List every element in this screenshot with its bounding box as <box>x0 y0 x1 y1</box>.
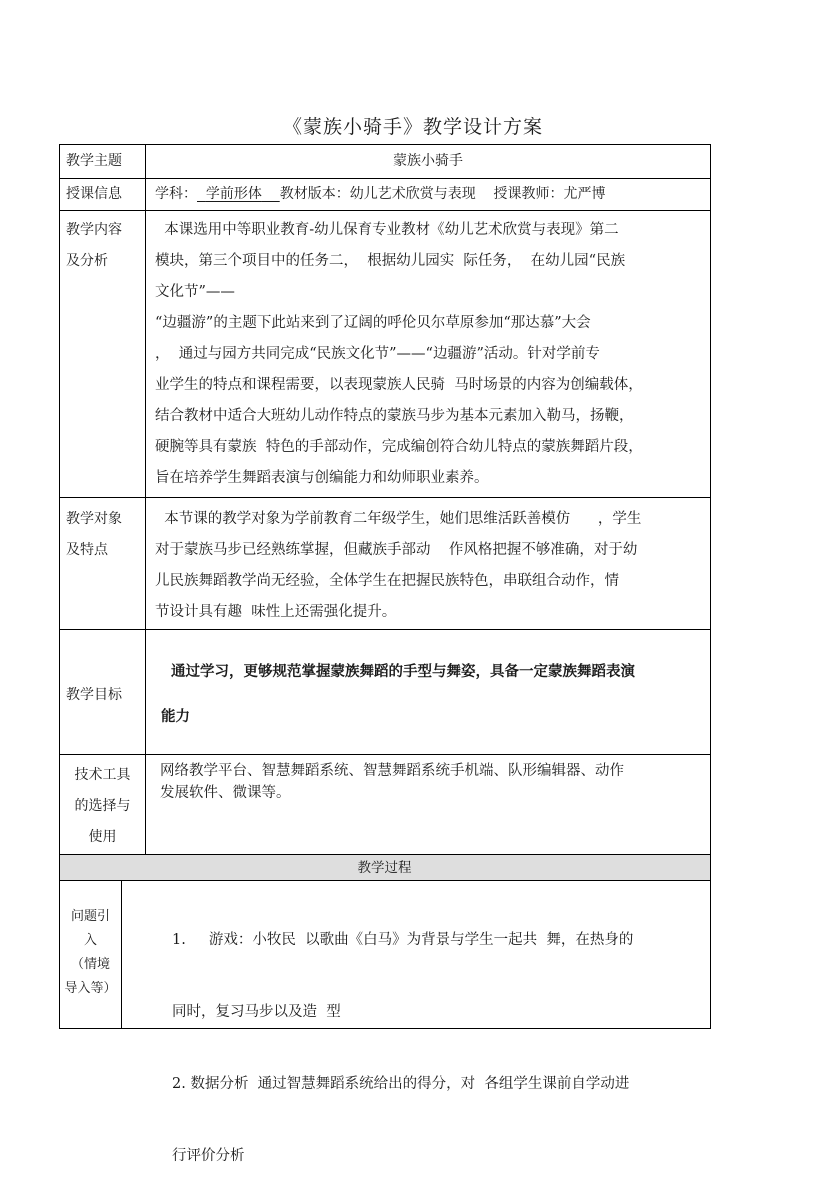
row-divider <box>59 210 711 211</box>
audience-label: 教学对象 及特点 <box>66 511 122 558</box>
text-line: 模块，第三个项目中的任务二， 根据幼儿园实 际任务， 在幼儿园“民族 <box>155 253 626 269</box>
subject-label: 学科： <box>155 186 197 202</box>
row-divider <box>59 754 711 755</box>
text-line: 硬腕等具有蒙族 特色的手部动作，完成编创符合幼儿特点的蒙族舞蹈片段， <box>155 439 643 455</box>
text-line: 对于蒙族马步已经熟练掌握，但藏族手部动 作风格把握不够准确，对于幼 <box>155 542 638 558</box>
text-line: 旨在培养学生舞蹈表演与创编能力和幼师职业素养。 <box>155 470 489 486</box>
theme-value: 蒙族小骑手 <box>393 153 463 169</box>
edition-value: 幼儿艺术欣赏与表现 <box>349 186 476 202</box>
row-divider <box>59 854 711 855</box>
course-info-value <box>155 179 606 210</box>
document-title: 《蒙族小骑手》教学设计方案 <box>282 116 543 138</box>
tools-text: 网络教学平台、智慧舞蹈系统、智慧舞蹈系统手机端、队形编辑器、动作 发展软件、微课等。 <box>160 763 624 801</box>
teacher-label: 授课教师： <box>493 186 564 202</box>
text-line: 节设计具有趣 味性上还需强化提升。 <box>155 604 397 620</box>
goals-label: 教学目标 <box>66 687 122 703</box>
text-line: 儿民族舞蹈教学尚无经验，全体学生在把握民族特色，串联组合动作，情 <box>155 573 619 589</box>
text-line: “边疆游”的主题下此站来到了辽阔的呼伦贝尔草原参加“那达慕”大会 <box>155 315 591 331</box>
text-line: 业学生的特点和课程需要，以表现蒙族人民骑 马时场景的内容为创编载体， <box>155 377 643 393</box>
text-line: 本节课的教学对象为学前教育二年级学生，她们思维活跃善模仿 ，学生 <box>155 511 642 527</box>
table-border-right <box>710 144 711 1029</box>
intro-label: 问题引 入 （情境 导入等） <box>64 909 117 996</box>
process-column-divider <box>121 880 122 1028</box>
content-analysis-text <box>155 215 707 494</box>
text-line: 文化节”—— <box>155 284 235 300</box>
text-line: 结合教材中适合大班幼儿动作特点的蒙族马步为基本元素加入勒马，扬鞭， <box>155 408 634 424</box>
course-info-label: 授课信息 <box>66 186 122 202</box>
edition-label: 教材版本： <box>279 186 350 202</box>
row-divider <box>59 629 711 630</box>
label-column-divider <box>145 144 146 854</box>
text-line: 本课选用中等职业教育-幼儿保育专业教材《幼儿艺术欣赏与表现》第二 <box>155 222 619 238</box>
teacher-value: 尤严博 <box>563 186 606 202</box>
intro-item-1: 1. 游戏：小牧民 以歌曲《白马》为背景与学生一起共 舞，在热身的 <box>172 932 634 948</box>
intro-content: 1. 游戏：小牧民 以歌曲《白马》为背景与学生一起共 舞，在热身的 同时，复习马步以及造 型 2. 数据分析 通过智慧舞蹈系统给出的得分，对 各组学生课前自学动进 行评价分析 <box>172 880 708 1192</box>
goals-text: 通过学习，更够规范掌握蒙族舞蹈的手型与舞姿，具备一定蒙族舞蹈表演 能力 <box>161 664 635 725</box>
tools-label: 技术工具 的选择与 使用 <box>74 767 131 845</box>
table-border-top <box>59 144 711 145</box>
intro-item-2: 2. 数据分析 通过智慧舞蹈系统给出的得分，对 各组学生课前自学动进 <box>172 1076 630 1092</box>
row-divider <box>59 497 711 498</box>
process-header: 教学过程 <box>357 860 412 876</box>
table-border-left <box>59 144 60 1029</box>
content-analysis-label: 教学内容 及分析 <box>66 222 122 269</box>
subject-value: 学前形体 <box>205 186 262 202</box>
audience-text <box>155 504 707 628</box>
theme-label: 教学主题 <box>66 153 122 169</box>
text-line: ， 通过与园方共同完成“民族文化节”——“边疆游”活动。针对学前专 <box>155 346 600 362</box>
